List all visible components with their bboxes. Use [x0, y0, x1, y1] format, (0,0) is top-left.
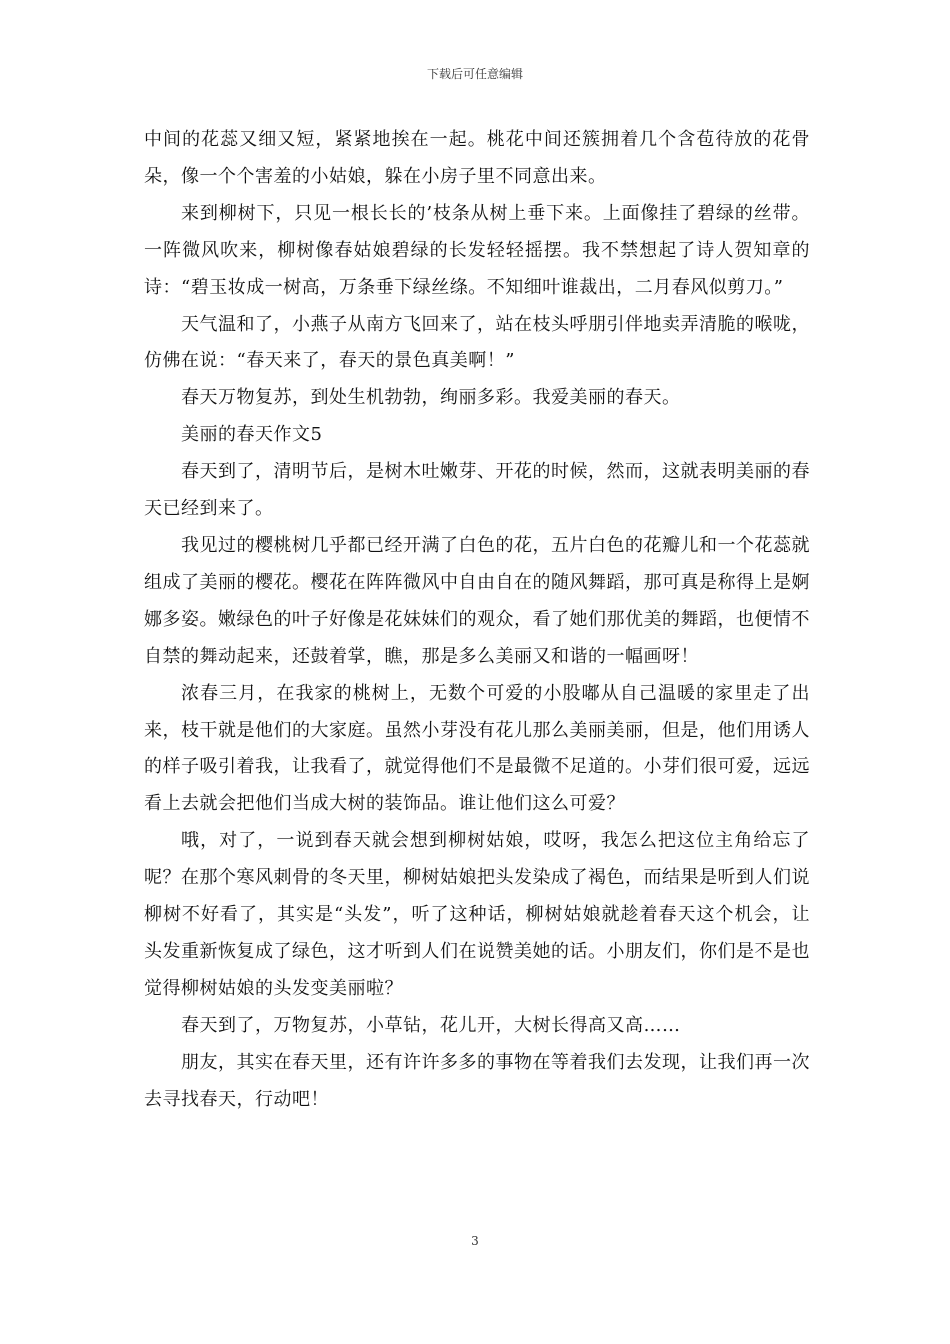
paragraph-continued: 中间的花蕊又细又短，紧紧地挨在一起。桃花中间还簇拥着几个含苞待放的花骨朵，像一个个害羞的小姑娘，躲在小房子里不同意出来。 — [144, 129, 810, 187]
paragraph: 浓春三月，在我家的桃树上，无数个可爱的小股嘟从自己温暖的家里走了出来，枝干就是他们的大家庭。虽然小芽没有花儿那么美丽美丽，但是，他们用诱人的样子吸引着我，让我看了，就觉得他们不是最微不足道的。小芽们很可爱，远远看上去就会把他们当成大树的装饰品。谁让他们这么可爱？ — [144, 682, 810, 815]
paragraph: 春天万物复苏，到处生机勃勃，绚丽多彩。我爱美丽的春天。 — [181, 387, 681, 409]
document-body — [144, 122, 810, 1118]
page-header: 下载后可任意编辑 — [426, 67, 523, 81]
paragraph: 我见过的樱桃树几乎都已经开满了白色的花，五片白色的花瓣儿和一个花蕊就组成了美丽的樱花。樱花在阵阵微风中自由自在的随风舞蹈，那可真是称得上是婀娜多姿。嫩绿色的叶子好像是花妹妹们的观众，看了她们那优美的舞蹈，也便情不自禁的舞动起来，还鼓着掌，瞧，那是多么美丽又和谐的一幅画呀！ — [144, 534, 810, 667]
paragraph: 春天到了，万物复苏，小草钻，花儿开，大树长得高又高…… — [181, 1014, 681, 1036]
paragraph: 天气温和了，小燕子从南方飞回来了，站在枝头呼朋引伴地卖弄清脆的喉咙，仿佛在说：“春天来了，春天的景色真美啊！” — [144, 313, 810, 372]
section-title: 美丽的春天作文5 — [181, 424, 323, 446]
paragraph: 来到柳树下，只见一根长长的’枝条从树上垂下来。上面像挂了碧绿的丝带。一阵微风吹来，柳树像春姑娘碧绿的长发轻轻摇摆。我不禁想起了诗人贺知章的诗：“碧玉妆成一树高，万条垂下绿丝绦。不知细叶谁裁出，二月春风似剪刀。” — [144, 202, 810, 298]
paragraph: 春天到了，清明节后，是树木吐嫩芽、开花的时候，然而，这就表明美丽的春天已经到来了。 — [144, 461, 810, 520]
paragraph: 朋友，其实在春天里，还有许许多多的事物在等着我们去发现，让我们再一次去寻找春天，行动吧！ — [144, 1051, 810, 1110]
paragraph: 哦，对了，一说到春天就会想到柳树姑娘，哎呀，我怎么把这位主角给忘了呢？在那个寒风刺骨的冬天里，柳树姑娘把头发染成了褐色，而结果是听到人们说柳树不好看了，其实是“头发”，听了这种话，柳树姑娘就趁着春天这个机会，让头发重新恢复成了绿色，这才听到人们在说赞美她的话。小朋友们，你们是不是也觉得柳树姑娘的头发变美丽啦？ — [144, 830, 810, 999]
page-number: 3 — [471, 1234, 479, 1248]
